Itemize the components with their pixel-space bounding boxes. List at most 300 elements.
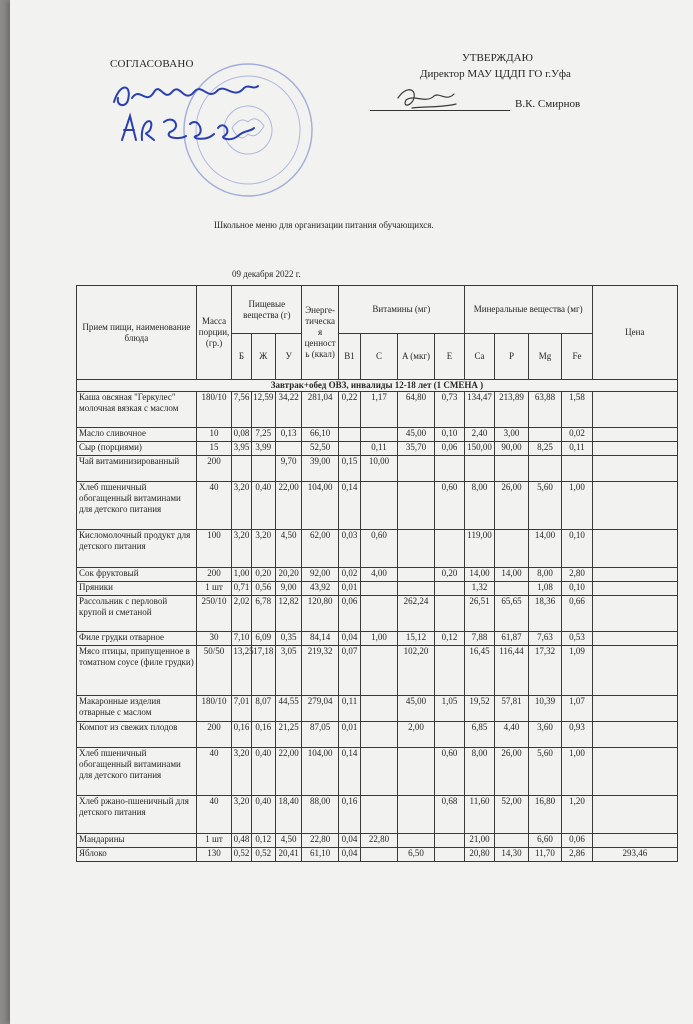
cell-zh: 17,18 xyxy=(251,646,275,696)
header-mass: Масса порции, (гр.) xyxy=(196,286,232,380)
cell-mg: 6,60 xyxy=(528,834,562,848)
cell-c: 10,00 xyxy=(361,456,398,482)
cell-ca: 26,51 xyxy=(464,596,494,632)
cell-c xyxy=(361,482,398,530)
menu-table-body xyxy=(77,380,678,862)
dish-name: Мандарины xyxy=(77,834,197,848)
cell-b: 0,48 xyxy=(232,834,251,848)
cell-u: 9,70 xyxy=(275,456,301,482)
cell-energy: 52,50 xyxy=(302,442,339,456)
cell-b1: 0,15 xyxy=(338,456,360,482)
cell-p: 65,65 xyxy=(495,596,529,632)
header-price: Цена xyxy=(592,286,677,380)
cell-mg: 14,00 xyxy=(528,530,562,568)
cell-c: 1,17 xyxy=(361,392,398,428)
dish-name: Чай витаминизированный xyxy=(77,456,197,482)
cell-e: 0,20 xyxy=(435,568,464,582)
cell-mg: 63,88 xyxy=(528,392,562,428)
cell-mg: 11,70 xyxy=(528,848,562,862)
cell-energy: 92,00 xyxy=(302,568,339,582)
cell-mass: 250/10 xyxy=(196,596,232,632)
cell-e xyxy=(435,530,464,568)
cell-c xyxy=(361,646,398,696)
cell-fe: 0,93 xyxy=(562,722,592,748)
cell-e: 0,60 xyxy=(435,748,464,796)
table-row xyxy=(77,428,678,442)
cell-b1: 0,14 xyxy=(338,748,360,796)
cell-b: 0,16 xyxy=(232,722,251,748)
cell-c xyxy=(361,582,398,596)
cell-energy: 87,05 xyxy=(302,722,339,748)
cell-e xyxy=(435,848,464,862)
cell-mass: 130 xyxy=(196,848,232,862)
cell-mass: 40 xyxy=(196,796,232,834)
cell-ca: 150,00 xyxy=(464,442,494,456)
cell-b: 0,08 xyxy=(232,428,251,442)
table-row xyxy=(77,722,678,748)
cell-e xyxy=(435,834,464,848)
cell-mass: 30 xyxy=(196,632,232,646)
cell-ca: 11,60 xyxy=(464,796,494,834)
cell-mg: 16,80 xyxy=(528,796,562,834)
handwritten-signature xyxy=(110,78,260,148)
subheader-b: Б xyxy=(232,334,251,380)
cell-zh: 0,20 xyxy=(251,568,275,582)
approval-right-name: В.К. Смирнов xyxy=(515,98,581,110)
cell-b1: 0,04 xyxy=(338,834,360,848)
cell-b: 7,56 xyxy=(232,392,251,428)
cell-b1: 0,14 xyxy=(338,482,360,530)
paper-sheet xyxy=(10,0,693,1024)
cell-e xyxy=(435,646,464,696)
cell-zh: 0,12 xyxy=(251,834,275,848)
cell-zh: 0,40 xyxy=(251,796,275,834)
cell-zh: 3,99 xyxy=(251,442,275,456)
cell-ca xyxy=(464,456,494,482)
cell-ca: 20,80 xyxy=(464,848,494,862)
cell-fe: 0,06 xyxy=(562,834,592,848)
approval-right-block xyxy=(420,50,581,110)
cell-a: 35,70 xyxy=(397,442,435,456)
cell-a: 45,00 xyxy=(397,428,435,442)
cell-b1: 0,07 xyxy=(338,646,360,696)
cell-mass: 200 xyxy=(196,456,232,482)
cell-mg: 1,08 xyxy=(528,582,562,596)
cell-u: 0,35 xyxy=(275,632,301,646)
cell-fe: 1,09 xyxy=(562,646,592,696)
header-meal: Прием пищи, наименование блюда xyxy=(77,286,197,380)
dish-name: Сок фруктовый xyxy=(77,568,197,582)
cell-a xyxy=(397,834,435,848)
cell-price xyxy=(592,596,677,632)
cell-c xyxy=(361,722,398,748)
cell-fe: 1,20 xyxy=(562,796,592,834)
cell-price xyxy=(592,456,677,482)
cell-fe: 1,00 xyxy=(562,748,592,796)
cell-energy: 281,04 xyxy=(302,392,339,428)
cell-fe: 1,07 xyxy=(562,696,592,722)
subheader-mg: Mg xyxy=(528,334,562,380)
cell-c: 0,60 xyxy=(361,530,398,568)
cell-e: 1,05 xyxy=(435,696,464,722)
cell-c: 0,11 xyxy=(361,442,398,456)
cell-a xyxy=(397,796,435,834)
cell-mg: 5,60 xyxy=(528,748,562,796)
cell-mg: 8,00 xyxy=(528,568,562,582)
cell-energy: 104,00 xyxy=(302,748,339,796)
cell-p: 213,89 xyxy=(495,392,529,428)
cell-u: 22,00 xyxy=(275,482,301,530)
cell-u: 18,40 xyxy=(275,796,301,834)
subheader-c: C xyxy=(361,334,398,380)
dish-name: Макаронные изделия отварные с маслом xyxy=(77,696,197,722)
cell-zh: 0,16 xyxy=(251,722,275,748)
cell-mass: 100 xyxy=(196,530,232,568)
cell-mass: 200 xyxy=(196,568,232,582)
table-row xyxy=(77,582,678,596)
cell-fe: 0,53 xyxy=(562,632,592,646)
subheader-a: A (мкг) xyxy=(397,334,435,380)
cell-ca: 134,47 xyxy=(464,392,494,428)
cell-mass: 40 xyxy=(196,748,232,796)
cell-energy: 62,00 xyxy=(302,530,339,568)
table-row xyxy=(77,392,678,428)
approval-right-position: Директор МАУ ЦДДП ГО г.Уфа xyxy=(420,68,571,80)
cell-ca: 6,85 xyxy=(464,722,494,748)
cell-mass: 15 xyxy=(196,442,232,456)
cell-b1: 0,04 xyxy=(338,848,360,862)
cell-a xyxy=(397,456,435,482)
cell-energy: 39,00 xyxy=(302,456,339,482)
cell-b: 2,02 xyxy=(232,596,251,632)
table-row xyxy=(77,456,678,482)
subheader-zh: Ж xyxy=(251,334,275,380)
header-minerals: Минеральные вещества (мг) xyxy=(464,286,592,334)
dish-name: Сыр (порциями) xyxy=(77,442,197,456)
cell-u: 22,00 xyxy=(275,748,301,796)
cell-c xyxy=(361,848,398,862)
cell-mg: 5,60 xyxy=(528,482,562,530)
cell-energy: 22,80 xyxy=(302,834,339,848)
cell-b1: 0,06 xyxy=(338,596,360,632)
cell-a xyxy=(397,482,435,530)
cell-fe: 0,11 xyxy=(562,442,592,456)
cell-p: 61,87 xyxy=(495,632,529,646)
table-row xyxy=(77,530,678,568)
dish-name: Мясо птицы, припущенное в томатном соусе (филе грудки) xyxy=(77,646,197,696)
cell-c: 22,80 xyxy=(361,834,398,848)
cell-mg: 17,32 xyxy=(528,646,562,696)
subheader-fe: Fe xyxy=(562,334,592,380)
table-row xyxy=(77,748,678,796)
cell-price xyxy=(592,568,677,582)
cell-u: 3,05 xyxy=(275,646,301,696)
table-row xyxy=(77,568,678,582)
cell-mass: 1 шт xyxy=(196,834,232,848)
cell-energy: 61,10 xyxy=(302,848,339,862)
cell-price xyxy=(592,748,677,796)
cell-p: 3,00 xyxy=(495,428,529,442)
subheader-u: У xyxy=(275,334,301,380)
cell-e xyxy=(435,582,464,596)
cell-mg: 8,25 xyxy=(528,442,562,456)
cell-a xyxy=(397,568,435,582)
cell-ca: 8,00 xyxy=(464,482,494,530)
cell-c: 4,00 xyxy=(361,568,398,582)
header-nutrients: Пищевые вещества (г) xyxy=(232,286,302,334)
subheader-b1: B1 xyxy=(338,334,360,380)
cell-mass: 10 xyxy=(196,428,232,442)
cell-ca: 8,00 xyxy=(464,748,494,796)
cell-fe xyxy=(562,456,592,482)
cell-u: 4,50 xyxy=(275,834,301,848)
cell-price xyxy=(592,722,677,748)
director-signature xyxy=(392,84,460,112)
cell-u: 20,20 xyxy=(275,568,301,582)
cell-price xyxy=(592,696,677,722)
cell-b: 7,10 xyxy=(232,632,251,646)
section-title: Завтрак+обед ОВЗ, инвалиды 12-18 лет (1 СМЕНА ) xyxy=(77,380,678,392)
dish-name: Масло сливочное xyxy=(77,428,197,442)
cell-a: 262,24 xyxy=(397,596,435,632)
cell-p: 116,44 xyxy=(495,646,529,696)
cell-p: 90,00 xyxy=(495,442,529,456)
cell-b: 3,20 xyxy=(232,530,251,568)
dish-name: Каша овсяная "Геркулес" молочная вязкая с маслом xyxy=(77,392,197,428)
dish-name: Хлеб пшеничный обогащенный витаминами для детского питания xyxy=(77,748,197,796)
cell-fe: 2,80 xyxy=(562,568,592,582)
cell-price xyxy=(592,530,677,568)
cell-b1: 0,01 xyxy=(338,582,360,596)
table-row xyxy=(77,442,678,456)
cell-mass: 200 xyxy=(196,722,232,748)
cell-u: 34,22 xyxy=(275,392,301,428)
cell-p: 52,00 xyxy=(495,796,529,834)
cell-energy: 84,14 xyxy=(302,632,339,646)
dish-name: Рассольник с перловой крупой и сметаной xyxy=(77,596,197,632)
cell-p xyxy=(495,456,529,482)
cell-p xyxy=(495,582,529,596)
cell-c xyxy=(361,796,398,834)
cell-zh: 0,56 xyxy=(251,582,275,596)
cell-b: 3,95 xyxy=(232,442,251,456)
cell-fe: 0,66 xyxy=(562,596,592,632)
cell-u: 20,41 xyxy=(275,848,301,862)
cell-mg: 18,36 xyxy=(528,596,562,632)
cell-p: 14,30 xyxy=(495,848,529,862)
cell-energy: 279,04 xyxy=(302,696,339,722)
cell-p: 14,00 xyxy=(495,568,529,582)
cell-c: 1,00 xyxy=(361,632,398,646)
dish-name: Пряники xyxy=(77,582,197,596)
cell-ca: 21,00 xyxy=(464,834,494,848)
cell-ca: 1,32 xyxy=(464,582,494,596)
cell-e: 0,68 xyxy=(435,796,464,834)
cell-zh xyxy=(251,456,275,482)
cell-price: 293,46 xyxy=(592,848,677,862)
cell-zh: 12,59 xyxy=(251,392,275,428)
cell-fe: 1,58 xyxy=(562,392,592,428)
document-date: 09 декабря 2022 г. xyxy=(232,269,301,279)
cell-price xyxy=(592,392,677,428)
dish-name: Кисломолочный продукт для детского питания xyxy=(77,530,197,568)
dish-name: Хлеб пшеничный обогащенный витаминами для детского питания xyxy=(77,482,197,530)
cell-b: 3,20 xyxy=(232,796,251,834)
cell-e xyxy=(435,456,464,482)
cell-u: 44,55 xyxy=(275,696,301,722)
cell-zh: 0,52 xyxy=(251,848,275,862)
cell-p xyxy=(495,834,529,848)
table-row xyxy=(77,632,678,646)
cell-mg xyxy=(528,456,562,482)
cell-mass: 50/50 xyxy=(196,646,232,696)
cell-energy: 104,00 xyxy=(302,482,339,530)
cell-ca: 119,00 xyxy=(464,530,494,568)
subheader-p: P xyxy=(495,334,529,380)
cell-a xyxy=(397,748,435,796)
cell-e xyxy=(435,596,464,632)
menu-table xyxy=(76,285,678,862)
cell-c xyxy=(361,748,398,796)
cell-zh: 7,25 xyxy=(251,428,275,442)
cell-b1: 0,22 xyxy=(338,392,360,428)
cell-ca: 7,88 xyxy=(464,632,494,646)
cell-a xyxy=(397,582,435,596)
cell-b1: 0,03 xyxy=(338,530,360,568)
cell-mass: 180/10 xyxy=(196,392,232,428)
table-row xyxy=(77,834,678,848)
cell-price xyxy=(592,834,677,848)
cell-b: 1,00 xyxy=(232,568,251,582)
table-row xyxy=(77,646,678,696)
subheader-e: E xyxy=(435,334,464,380)
cell-a: 64,80 xyxy=(397,392,435,428)
cell-p: 26,00 xyxy=(495,482,529,530)
cell-b: 0,52 xyxy=(232,848,251,862)
table-row xyxy=(77,482,678,530)
cell-b1: 0,01 xyxy=(338,722,360,748)
cell-zh: 6,09 xyxy=(251,632,275,646)
document-title: Школьное меню для организации питания обучающихся. xyxy=(214,220,434,230)
cell-a: 2,00 xyxy=(397,722,435,748)
cell-u: 9,00 xyxy=(275,582,301,596)
table-row xyxy=(77,696,678,722)
cell-a: 6,50 xyxy=(397,848,435,862)
subheader-ca: Ca xyxy=(464,334,494,380)
cell-ca: 14,00 xyxy=(464,568,494,582)
cell-u: 21,25 xyxy=(275,722,301,748)
cell-price xyxy=(592,796,677,834)
cell-fe: 1,00 xyxy=(562,482,592,530)
cell-a xyxy=(397,530,435,568)
cell-b1 xyxy=(338,442,360,456)
cell-b1: 0,02 xyxy=(338,568,360,582)
cell-b: 3,20 xyxy=(232,748,251,796)
cell-e xyxy=(435,722,464,748)
cell-c xyxy=(361,596,398,632)
cell-b: 3,20 xyxy=(232,482,251,530)
dish-name: Хлеб ржано-пшеничный для детского питания xyxy=(77,796,197,834)
cell-e: 0,12 xyxy=(435,632,464,646)
approval-left-label: СОГЛАСОВАНО xyxy=(110,58,194,70)
dish-name: Компот из свежих плодов xyxy=(77,722,197,748)
header-vitamins: Витамины (мг) xyxy=(338,286,464,334)
cell-price xyxy=(592,632,677,646)
cell-c xyxy=(361,696,398,722)
cell-mg: 7,63 xyxy=(528,632,562,646)
header-row-main xyxy=(77,286,678,334)
cell-p: 26,00 xyxy=(495,748,529,796)
cell-fe: 2,86 xyxy=(562,848,592,862)
cell-ca: 19,52 xyxy=(464,696,494,722)
cell-price xyxy=(592,442,677,456)
cell-zh: 0,40 xyxy=(251,748,275,796)
cell-b xyxy=(232,456,251,482)
header-energy: Энерге-тическая ценность (ккал) xyxy=(302,286,339,380)
cell-fe: 0,10 xyxy=(562,582,592,596)
cell-p xyxy=(495,530,529,568)
cell-e: 0,60 xyxy=(435,482,464,530)
cell-mass: 180/10 xyxy=(196,696,232,722)
cell-zh: 3,20 xyxy=(251,530,275,568)
cell-mg: 3,60 xyxy=(528,722,562,748)
cell-zh: 6,78 xyxy=(251,596,275,632)
cell-b1 xyxy=(338,428,360,442)
cell-a: 15,12 xyxy=(397,632,435,646)
dish-name: Яблоко xyxy=(77,848,197,862)
cell-price xyxy=(592,646,677,696)
cell-p: 4,40 xyxy=(495,722,529,748)
cell-energy: 120,80 xyxy=(302,596,339,632)
cell-price xyxy=(592,482,677,530)
cell-fe: 0,10 xyxy=(562,530,592,568)
cell-b1: 0,11 xyxy=(338,696,360,722)
cell-mg: 10,39 xyxy=(528,696,562,722)
cell-u: 4,50 xyxy=(275,530,301,568)
cell-p: 57,81 xyxy=(495,696,529,722)
cell-energy: 66,10 xyxy=(302,428,339,442)
cell-mg xyxy=(528,428,562,442)
cell-price xyxy=(592,428,677,442)
cell-energy: 219,32 xyxy=(302,646,339,696)
cell-price xyxy=(592,582,677,596)
cell-energy: 88,00 xyxy=(302,796,339,834)
cell-c xyxy=(361,428,398,442)
cell-zh: 0,40 xyxy=(251,482,275,530)
cell-zh: 8,07 xyxy=(251,696,275,722)
dish-name: Филе грудки отварное xyxy=(77,632,197,646)
cell-e: 0,10 xyxy=(435,428,464,442)
cell-u xyxy=(275,442,301,456)
cell-mass: 40 xyxy=(196,482,232,530)
cell-ca: 2,40 xyxy=(464,428,494,442)
cell-b: 0,71 xyxy=(232,582,251,596)
cell-energy: 43,92 xyxy=(302,582,339,596)
table-row xyxy=(77,796,678,834)
approval-right-title: УТВЕРЖДАЮ xyxy=(462,52,533,64)
cell-mass: 1 шт xyxy=(196,582,232,596)
cell-a: 45,00 xyxy=(397,696,435,722)
cell-fe: 0,02 xyxy=(562,428,592,442)
cell-b: 7,01 xyxy=(232,696,251,722)
table-row xyxy=(77,596,678,632)
cell-b: 13,25 xyxy=(232,646,251,696)
cell-b1: 0,04 xyxy=(338,632,360,646)
cell-b1: 0,16 xyxy=(338,796,360,834)
cell-ca: 16,45 xyxy=(464,646,494,696)
cell-e: 0,06 xyxy=(435,442,464,456)
cell-u: 12,82 xyxy=(275,596,301,632)
